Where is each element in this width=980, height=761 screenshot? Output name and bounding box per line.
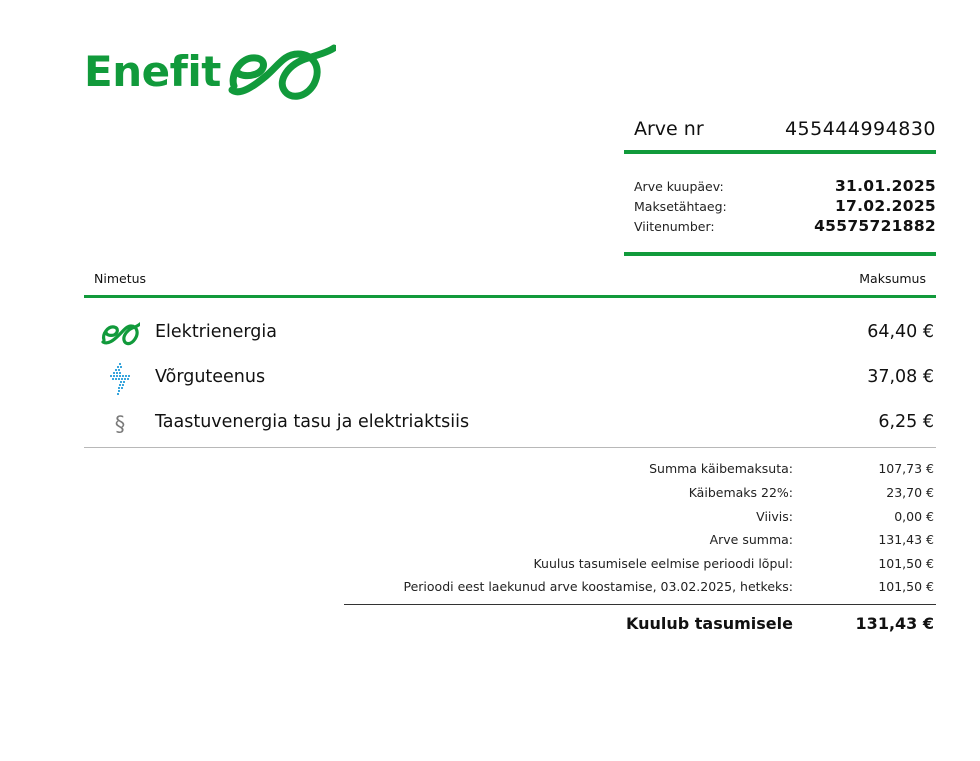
- summary-label: Kuulus tasumisele eelmise perioodi lõpul:: [533, 556, 793, 571]
- summary-value: 107,73 €: [878, 461, 934, 476]
- summary-label: Summa käibemaksuta:: [649, 461, 793, 476]
- enefit-swirl-icon: [226, 42, 336, 104]
- reference-number: 45575721882: [814, 217, 936, 235]
- summary-value: 23,70 €: [886, 485, 934, 500]
- summary-value: 101,50 €: [878, 556, 934, 571]
- summary-row-invoice-sum: [340, 530, 936, 550]
- section-sign-icon: §: [114, 412, 126, 436]
- invoice-meta: [624, 154, 936, 256]
- reference-number-label: Viitenumber:: [634, 219, 715, 234]
- item-name: Taastuvenergia tasu ja elektriaktsiis: [155, 412, 470, 432]
- enefit-logo-icon: [100, 318, 140, 350]
- summary-row-received: [340, 577, 936, 597]
- item-name: Elektrienergia: [155, 322, 277, 342]
- invoice-date: 31.01.2025: [834, 177, 936, 195]
- invoice-date-label: Arve kuupäev:: [634, 179, 724, 194]
- summary-label: Perioodi eest laekunud arve koostamise, 03.02.2025, hetkeks:: [403, 579, 793, 594]
- column-header-name: Nimetus: [94, 271, 147, 286]
- due-date: 17.02.2025: [834, 197, 936, 215]
- summary-label: Käibemaks 22%:: [688, 485, 793, 500]
- item-name: Võrguteenus: [155, 367, 266, 387]
- due-date-row: [634, 197, 936, 217]
- item-amount: 37,08 €: [867, 367, 934, 387]
- items-table-header: [84, 262, 936, 298]
- item-amount: 64,40 €: [867, 322, 934, 342]
- due-date-label: Maksetähtaeg:: [634, 199, 727, 214]
- line-item-network: [84, 360, 936, 396]
- summary-label: Viivis:: [756, 509, 793, 524]
- summary-row-vat: [340, 483, 936, 503]
- lightning-grid-icon: [100, 363, 140, 395]
- total-due-row: [340, 612, 936, 638]
- summary-row-previous-due: [340, 554, 936, 574]
- summary-value: 101,50 €: [878, 579, 934, 594]
- summary-value: 0,00 €: [894, 509, 934, 524]
- summary-row-penalty: [340, 507, 936, 527]
- total-due-amount: 131,43 €: [855, 614, 934, 633]
- line-item-renewable-fee: [84, 405, 936, 441]
- logo-wordmark: Enefit: [84, 47, 221, 96]
- item-amount: 6,25 €: [878, 412, 934, 432]
- invoice-number-row: [624, 112, 936, 154]
- items-divider: [84, 447, 936, 448]
- reference-number-row: [634, 217, 936, 237]
- line-item-electricity: [84, 315, 936, 351]
- invoice-date-row: [634, 177, 936, 197]
- invoice-header: [624, 112, 936, 256]
- column-header-cost: Maksumus: [859, 271, 926, 286]
- invoice-number: 455444994830: [784, 118, 936, 140]
- summary-label: Arve summa:: [709, 532, 793, 547]
- total-due-label: Kuulub tasumisele: [625, 614, 793, 633]
- invoice-number-label: Arve nr: [634, 118, 704, 140]
- summary-row-net: [340, 459, 936, 479]
- summary-divider: [344, 604, 936, 605]
- enefit-logo: [84, 42, 344, 104]
- summary-value: 131,43 €: [878, 532, 934, 547]
